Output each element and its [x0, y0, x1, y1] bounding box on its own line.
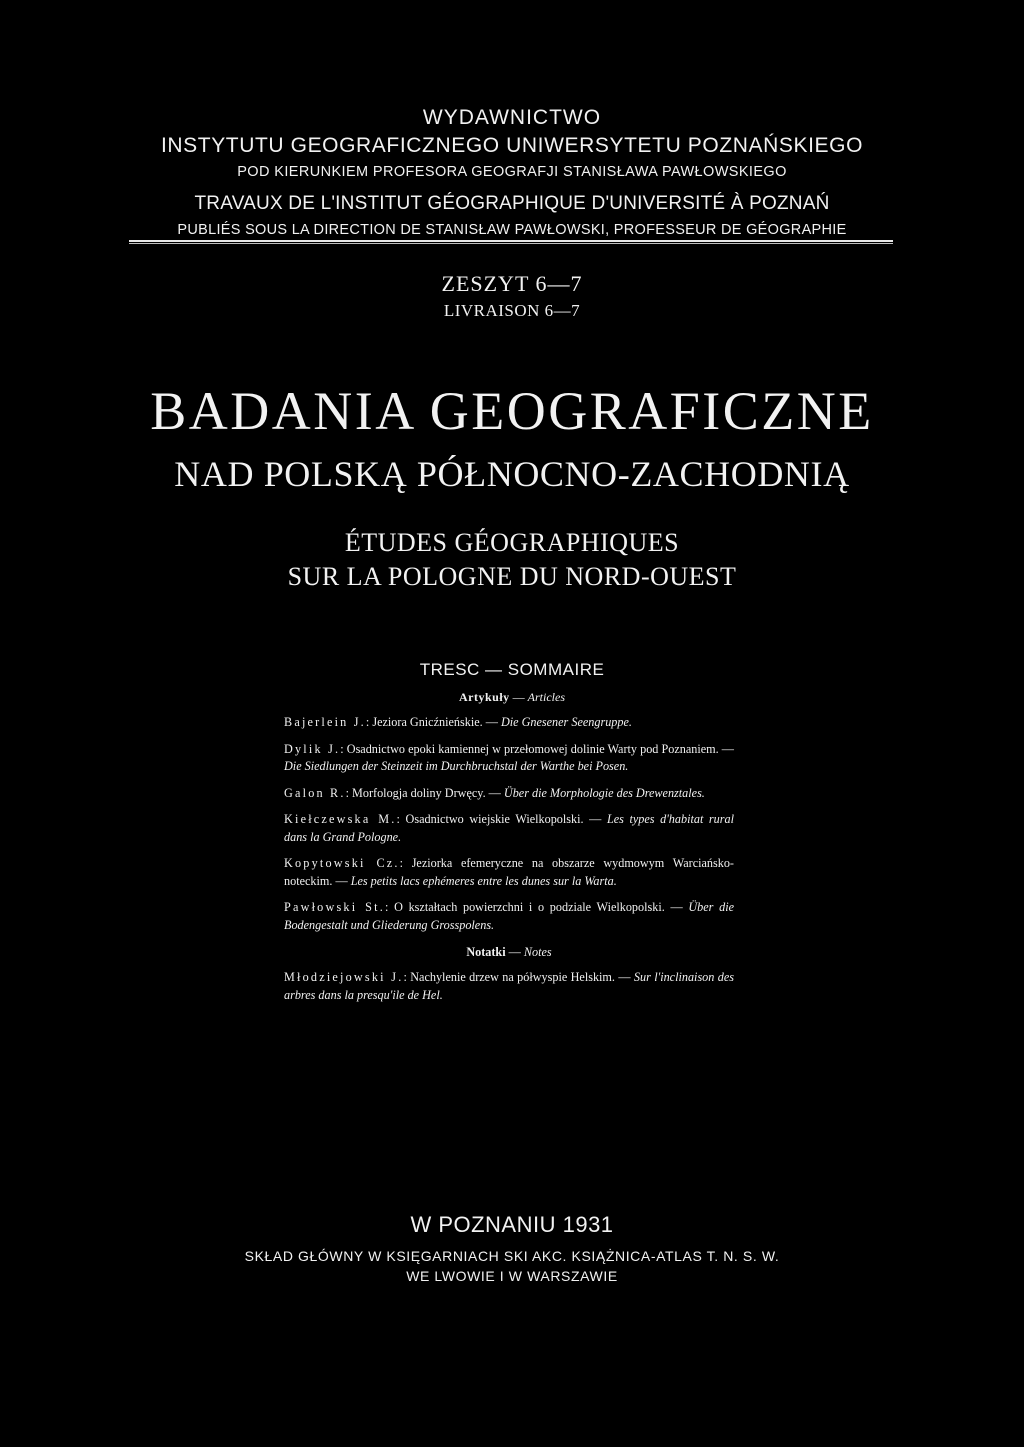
toc-author: Bajerlein J. [284, 715, 366, 729]
publisher-block [0, 104, 1024, 241]
title-french-line-1: ÉTUDES GÉOGRAPHIQUES [344, 528, 680, 557]
toc-author: Galon R. [284, 785, 346, 800]
imprint-block [0, 1210, 1024, 1286]
toc-entry [284, 855, 734, 890]
notes-heading-fr: Notes [523, 945, 552, 959]
toc-author: Kiełczewska M. [284, 812, 397, 826]
toc-entry [284, 811, 734, 846]
toc-title-translated: Les types d'habitat rural dans la Grand Pologne. [284, 812, 734, 844]
imprint-place-year: W POZNANIU 1931 [410, 1212, 614, 1237]
toc-title-pl: : Osadnictwo epoki kamiennej w przełomowej dolinie Warty pod Poznaniem. — [340, 741, 734, 756]
toc-title-translated: Die Gnesener Seengruppe. [500, 715, 632, 729]
toc-title-pl: : Morfologja doliny Drwęcy. — [345, 785, 504, 800]
issue-block [0, 270, 1024, 324]
publisher-line-2: INSTYTUTU GEOGRAFICZNEGO UNIWERSYTETU POZNAŃSKIEGO [160, 134, 864, 157]
articles-heading-fr: Articles [527, 690, 565, 704]
toc-entry [284, 714, 734, 732]
toc-title-pl: : Jeziora Gnicźnieńskie. — [365, 715, 501, 729]
contents-heading: TRESC — SOMMAIRE [419, 660, 605, 679]
toc-title-translated: Sur l'inclinaison des arbres dans la presqu'ile de Hel. [284, 970, 734, 1002]
toc-entry [284, 785, 734, 803]
toc-author: Młodziejowski J. [284, 970, 404, 984]
toc-author: Pawłowski St. [284, 900, 385, 914]
title-sub: NAD POLSKĄ PÓŁNOCNO-ZACHODNIĄ [174, 454, 850, 494]
divider-rule [129, 240, 893, 242]
issue-polish: ZESZYT 6—7 [441, 271, 583, 296]
title-main: BADANIA GEOGRAFICZNE [150, 381, 874, 441]
divider-rule-thin [129, 243, 893, 244]
publisher-line-1: WYDAWNICTWO [422, 106, 602, 129]
articles-heading [0, 688, 1024, 706]
notes-heading-pl: Notatki [466, 945, 506, 959]
imprint-distributor-line-2: WE LWOWIE I W WARSZAWIE [406, 1268, 618, 1284]
toc-entry [284, 741, 734, 776]
imprint-distributor-line-1: SKŁAD GŁÓWNY W KSIĘGARNIACH SKI AKC. KSIĄŻNICA-ATLAS T. N. S. W. [244, 1248, 780, 1264]
toc-entry [284, 899, 734, 934]
title-french [0, 526, 1024, 594]
table-of-contents [284, 714, 734, 1013]
notes-heading-sep: — [505, 945, 524, 959]
toc-title-pl: : O kształtach powierzchni i o podziale Wielkopolski. — [385, 900, 689, 914]
publisher-line-4: TRAVAUX DE L'INSTITUT GÉOGRAPHIQUE D'UNIVERSITÉ À POZNAŃ [194, 193, 830, 214]
publisher-line-5: PUBLIÉS SOUS LA DIRECTION DE STANISŁAW PAWŁOWSKI, PROFESSEUR DE GÉOGRAPHIE [177, 222, 847, 238]
articles-heading-pl: Artykuły [459, 690, 510, 704]
issue-french: LIVRAISON 6—7 [443, 301, 581, 320]
toc-title-translated: Über die Bodengestalt und Gliederung Grosspolens. [284, 900, 734, 932]
toc-title-translated: Die Siedlungen der Steinzeit im Durchbruchstal der Warthe bei Posen. [284, 759, 629, 773]
toc-author: Kopytowski Cz. [284, 856, 400, 870]
notes-heading [284, 943, 734, 961]
title-french-line-2: SUR LA POLOGNE DU NORD-OUEST [287, 562, 737, 591]
toc-title-pl: : Osadnictwo wiejskie Wielkopolski. — [396, 812, 607, 826]
toc-title-translated: Über die Morphologie des Drewenztales. [503, 785, 705, 800]
toc-title-translated: Les petits lacs ephémeres entre les dunes sur la Warta. [350, 873, 617, 888]
toc-title-pl: : Jeziorka efemeryczne na obszarze wydmowym Warciańsko-noteckim. — [284, 856, 734, 888]
publisher-line-3: POD KIERUNKIEM PROFESORA GEOGRAFJI STANISŁAWA PAWŁOWSKIEGO [237, 164, 787, 180]
toc-title-pl: : Nachylenie drzew na półwyspie Helskim. — [403, 970, 634, 984]
toc-author: Dylik J. [284, 741, 341, 756]
toc-note-entry [284, 969, 734, 1004]
articles-heading-sep: — [509, 690, 528, 704]
